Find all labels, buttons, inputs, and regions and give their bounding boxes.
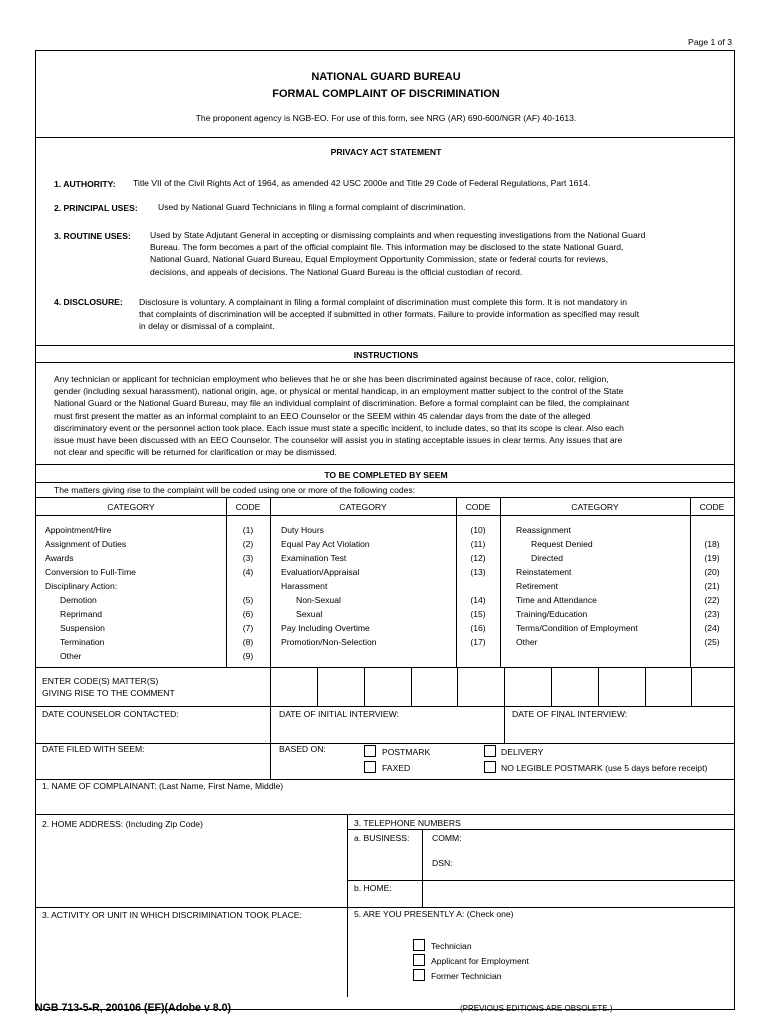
code-entry-field-2[interactable] <box>318 668 364 705</box>
faxed-label: FAXED <box>382 763 411 773</box>
date-counselor-field[interactable] <box>42 721 268 741</box>
presently-label: 5. ARE YOU PRESENTLY A: (Check one) <box>354 909 514 919</box>
code-value: (9) <box>242 651 254 661</box>
former-technician-checkbox[interactable] <box>413 969 425 981</box>
dsn-label: DSN: <box>432 858 453 868</box>
enter-codes-label: ENTER CODE(S) MATTER(S) GIVING RISE TO THE COMMENT <box>42 676 175 698</box>
category-item: Duty Hours <box>281 525 324 535</box>
applicant-checkbox[interactable] <box>413 954 425 966</box>
code-list-1 <box>228 523 268 663</box>
home-address-label: 2. HOME ADDRESS: (Including Zip Code) <box>42 819 203 829</box>
date-final-label: DATE OF FINAL INTERVIEW: <box>512 709 628 719</box>
proponent-note: The proponent agency is NGB-EO. For use of this form, see NRG (AR) 690-600/NGR (AF) 40-1613. <box>195 113 577 123</box>
code-value: (13) <box>470 567 486 577</box>
code-value: (21) <box>704 581 720 591</box>
code-value: (19) <box>704 553 720 563</box>
code-value: (20) <box>704 567 720 577</box>
col-divider <box>226 497 227 667</box>
divider <box>36 779 734 780</box>
category-item: Pay Including Overtime <box>281 623 370 633</box>
divider <box>36 814 734 815</box>
code-entry-field-8[interactable] <box>599 668 645 705</box>
code-entry-field-9[interactable] <box>646 668 691 705</box>
col-divider <box>690 497 691 667</box>
postmark-label: POSTMARK <box>382 747 431 757</box>
category-item: Other <box>516 637 538 647</box>
category-item: Retirement <box>516 581 559 591</box>
col-divider <box>270 706 271 743</box>
col-divider <box>270 497 271 667</box>
comm-phone-field[interactable] <box>466 831 732 853</box>
dsn-phone-field[interactable] <box>466 856 732 878</box>
instructions-heading: INSTRUCTIONS <box>353 350 419 360</box>
code-value <box>228 579 268 593</box>
instructions-text: Any technician or applicant for technician employment who believes that he or she has been discriminated against because of race, color, religion, gender (including sexual harassment), national origin, age, or physical or mental handicap, in an employment matter subject to the control of the State National Guard or the National Guard Bureau, may file an individual complaint of discrimination. Before a formal complaint can be filed, the complainant must first present the matter as an informal complaint to an EEO Counselor or the SEEM within 45 calendar days from the date of the alleged discriminatory event or the personnel action took place. Each issue must state a specific incident, to include dates, so that its scope is clear. Also each issue must have been discussed with an EEO Counselor. The counselor will assist you in stating acceptable issues in clear terms. Any issues that are not clear and specific will be returned for clarification or may be dismissed. <box>54 374 630 458</box>
date-filed-label: DATE FILED WITH SEEM: <box>42 744 145 754</box>
code-entry-field-10[interactable] <box>692 668 734 705</box>
postmark-checkbox[interactable] <box>364 745 376 757</box>
category-list-1 <box>45 523 136 663</box>
code-entry-field-4[interactable] <box>412 668 457 705</box>
divider <box>36 464 734 465</box>
coding-note: The matters giving rise to the complaint will be coded using one or more of the following codes: <box>54 485 416 495</box>
code-value: (8) <box>242 637 254 647</box>
code-header-1: CODE <box>235 502 261 512</box>
activity-label: 3. ACTIVITY OR UNIT IN WHICH DISCRIMINATION TOOK PLACE: <box>42 910 302 920</box>
category-item: Reprimand <box>60 609 103 619</box>
applicant-label: Applicant for Employment <box>431 956 529 966</box>
divider <box>36 137 734 138</box>
divider <box>36 706 734 707</box>
date-initial-label: DATE OF INITIAL INTERVIEW: <box>279 709 400 719</box>
code-value: (12) <box>470 553 486 563</box>
code-entry-field-1[interactable] <box>271 668 317 705</box>
category-item: Assignment of Duties <box>45 539 127 549</box>
category-header-2: CATEGORY <box>339 502 387 512</box>
seem-heading: TO BE COMPLETED BY SEEM <box>324 470 448 480</box>
code-value: (7) <box>242 623 254 633</box>
category-item: Promotion/Non-Selection <box>281 637 377 647</box>
category-item: Reinstatement <box>516 567 572 577</box>
col-divider <box>347 814 348 907</box>
delivery-label: DELIVERY <box>501 747 544 757</box>
category-item: Non-Sexual <box>296 595 341 605</box>
category-header-3: CATEGORY <box>571 502 619 512</box>
code-value: (2) <box>242 539 254 549</box>
obsolete-note: (PREVIOUS EDITIONS ARE OBSOLETE.) <box>460 1004 613 1013</box>
divider <box>36 907 734 908</box>
category-list-3 <box>516 523 638 649</box>
code-value: (22) <box>704 595 720 605</box>
code-header-3: CODE <box>699 502 725 512</box>
code-value: (4) <box>242 567 254 577</box>
date-filed-field[interactable] <box>42 756 268 776</box>
page-number: Page 1 of 3 <box>688 37 732 47</box>
divider <box>36 515 734 516</box>
form-number: NGB 713-5-R, 200106 (EF)(Adobe v 8.0) <box>35 1002 232 1014</box>
code-value: (16) <box>470 623 486 633</box>
complainant-name-label: 1. NAME OF COMPLAINANT: (Last Name, First Name, Middle) <box>42 781 284 791</box>
category-item: Appointment/Hire <box>45 525 112 535</box>
category-item: Termination <box>60 637 105 647</box>
category-item: Sexual <box>296 609 323 619</box>
col-divider <box>500 497 501 667</box>
code-value: (15) <box>470 609 486 619</box>
code-value: (5) <box>242 595 254 605</box>
complainant-name-field[interactable] <box>42 793 732 814</box>
category-item: Harassment <box>281 581 328 591</box>
no-postmark-checkbox[interactable] <box>484 761 496 773</box>
category-item: Suspension <box>60 623 105 633</box>
divider <box>347 829 734 830</box>
divider <box>36 362 734 363</box>
home-phone-label: b. HOME: <box>354 883 392 893</box>
code-value: (23) <box>704 609 720 619</box>
category-header-1: CATEGORY <box>107 502 155 512</box>
faxed-checkbox[interactable] <box>364 761 376 773</box>
based-on-label: BASED ON: <box>279 744 326 754</box>
code-value <box>458 579 498 593</box>
code-value <box>692 523 732 537</box>
code-entry-field-7[interactable] <box>552 668 598 705</box>
authority-text: Title VII of the Civil Rights Act of 1964, as amended 42 USC 2000e and Title 29 Code of Federal Regulations, Part 1614. <box>133 178 591 188</box>
comm-label: COMM: <box>432 833 462 843</box>
code-entry-field-5[interactable] <box>458 668 504 705</box>
code-value: (17) <box>470 637 486 647</box>
code-entry-field-6[interactable] <box>505 668 551 705</box>
principal-uses-label: 2. PRINCIPAL USES: <box>54 203 138 213</box>
authority-label: 1. AUTHORITY: <box>54 179 116 189</box>
category-item: Disciplinary Action: <box>45 581 118 591</box>
col-divider <box>504 706 505 743</box>
code-value: (3) <box>242 553 254 563</box>
category-item: Examination Test <box>281 553 347 563</box>
routine-uses-text: Used by State Adjutant General in accepting or dismissing complaints and when requesting investigations from the National Guard Bureau. The form becomes a part of the official complaint file. This information may be disclosed to the state National Guard, National Guard, National Guard Bureau, Equal Employment Opportunity Commission, state or federal courts for reviews, decisions, and appeals of decisions. The National Guard Bureau is the official custodian of record. <box>150 230 646 277</box>
agency-title: NATIONAL GUARD BUREAU <box>311 71 461 83</box>
divider <box>36 345 734 346</box>
category-item: Awards <box>45 553 74 563</box>
code-value: (11) <box>470 539 486 549</box>
category-item: Reassignment <box>516 525 571 535</box>
divider <box>36 497 734 498</box>
divider <box>36 482 734 483</box>
col-divider <box>456 497 457 667</box>
category-item: Other <box>60 651 82 661</box>
col-divider <box>422 829 423 907</box>
category-item: Request Denied <box>531 539 593 549</box>
code-header-2: CODE <box>465 502 491 512</box>
business-phone-label: a. BUSINESS: <box>354 833 410 843</box>
category-item: Time and Attendance <box>516 595 597 605</box>
telephone-label: 3. TELEPHONE NUMBERS <box>354 818 461 828</box>
code-value: (14) <box>470 595 486 605</box>
home-phone-field[interactable] <box>426 882 732 905</box>
complaint-form <box>35 50 735 1010</box>
technician-label: Technician <box>431 941 472 951</box>
code-value: (6) <box>242 609 254 619</box>
col-divider <box>347 907 348 997</box>
principal-uses-text: Used by National Guard Technicians in filing a formal complaint of discrimination. <box>158 202 466 212</box>
former-technician-label: Former Technician <box>431 971 502 981</box>
code-entry-field-3[interactable] <box>365 668 411 705</box>
technician-checkbox[interactable] <box>413 939 425 951</box>
disclosure-text: Disclosure is voluntary. A complainant in filing a formal complaint of discrimination must complete this form. It is not mandatory in that complaints of discrimination will be accepted if submitted in other formats. Failure to provide information as specified may result in delay or dismissal of a complaint. <box>139 297 640 332</box>
code-list-3 <box>692 523 732 649</box>
privacy-heading: PRIVACY ACT STATEMENT <box>330 147 442 157</box>
category-item: Terms/Condition of Employment <box>516 623 638 633</box>
category-item: Conversion to Full-Time <box>45 567 136 577</box>
disclosure-label: 4. DISCLOSURE: <box>54 297 123 307</box>
category-item: Demotion <box>60 595 97 605</box>
code-value: (10) <box>470 525 486 535</box>
category-list-2 <box>281 523 377 649</box>
col-divider <box>270 743 271 779</box>
category-item: Training/Education <box>516 609 588 619</box>
divider <box>347 880 734 881</box>
code-list-2 <box>458 523 498 649</box>
form-title: FORMAL COMPLAINT OF DISCRIMINATION <box>272 88 500 100</box>
activity-field[interactable] <box>42 923 344 993</box>
code-value: (25) <box>704 637 720 647</box>
code-value: (1) <box>242 525 254 535</box>
delivery-checkbox[interactable] <box>484 745 496 757</box>
date-final-field[interactable] <box>512 721 732 741</box>
category-item: Directed <box>531 553 563 563</box>
home-address-field[interactable] <box>42 831 344 901</box>
date-initial-field[interactable] <box>279 721 501 741</box>
category-item: Equal Pay Act Violation <box>281 539 370 549</box>
code-value: (18) <box>704 539 720 549</box>
routine-uses-label: 3. ROUTINE USES: <box>54 231 131 241</box>
category-item: Evaluation/Appraisal <box>281 567 360 577</box>
date-counselor-label: DATE COUNSELOR CONTACTED: <box>42 709 179 719</box>
no-postmark-label: NO LEGIBLE POSTMARK (use 5 days before receipt) <box>501 763 708 773</box>
code-value: (24) <box>704 623 720 633</box>
